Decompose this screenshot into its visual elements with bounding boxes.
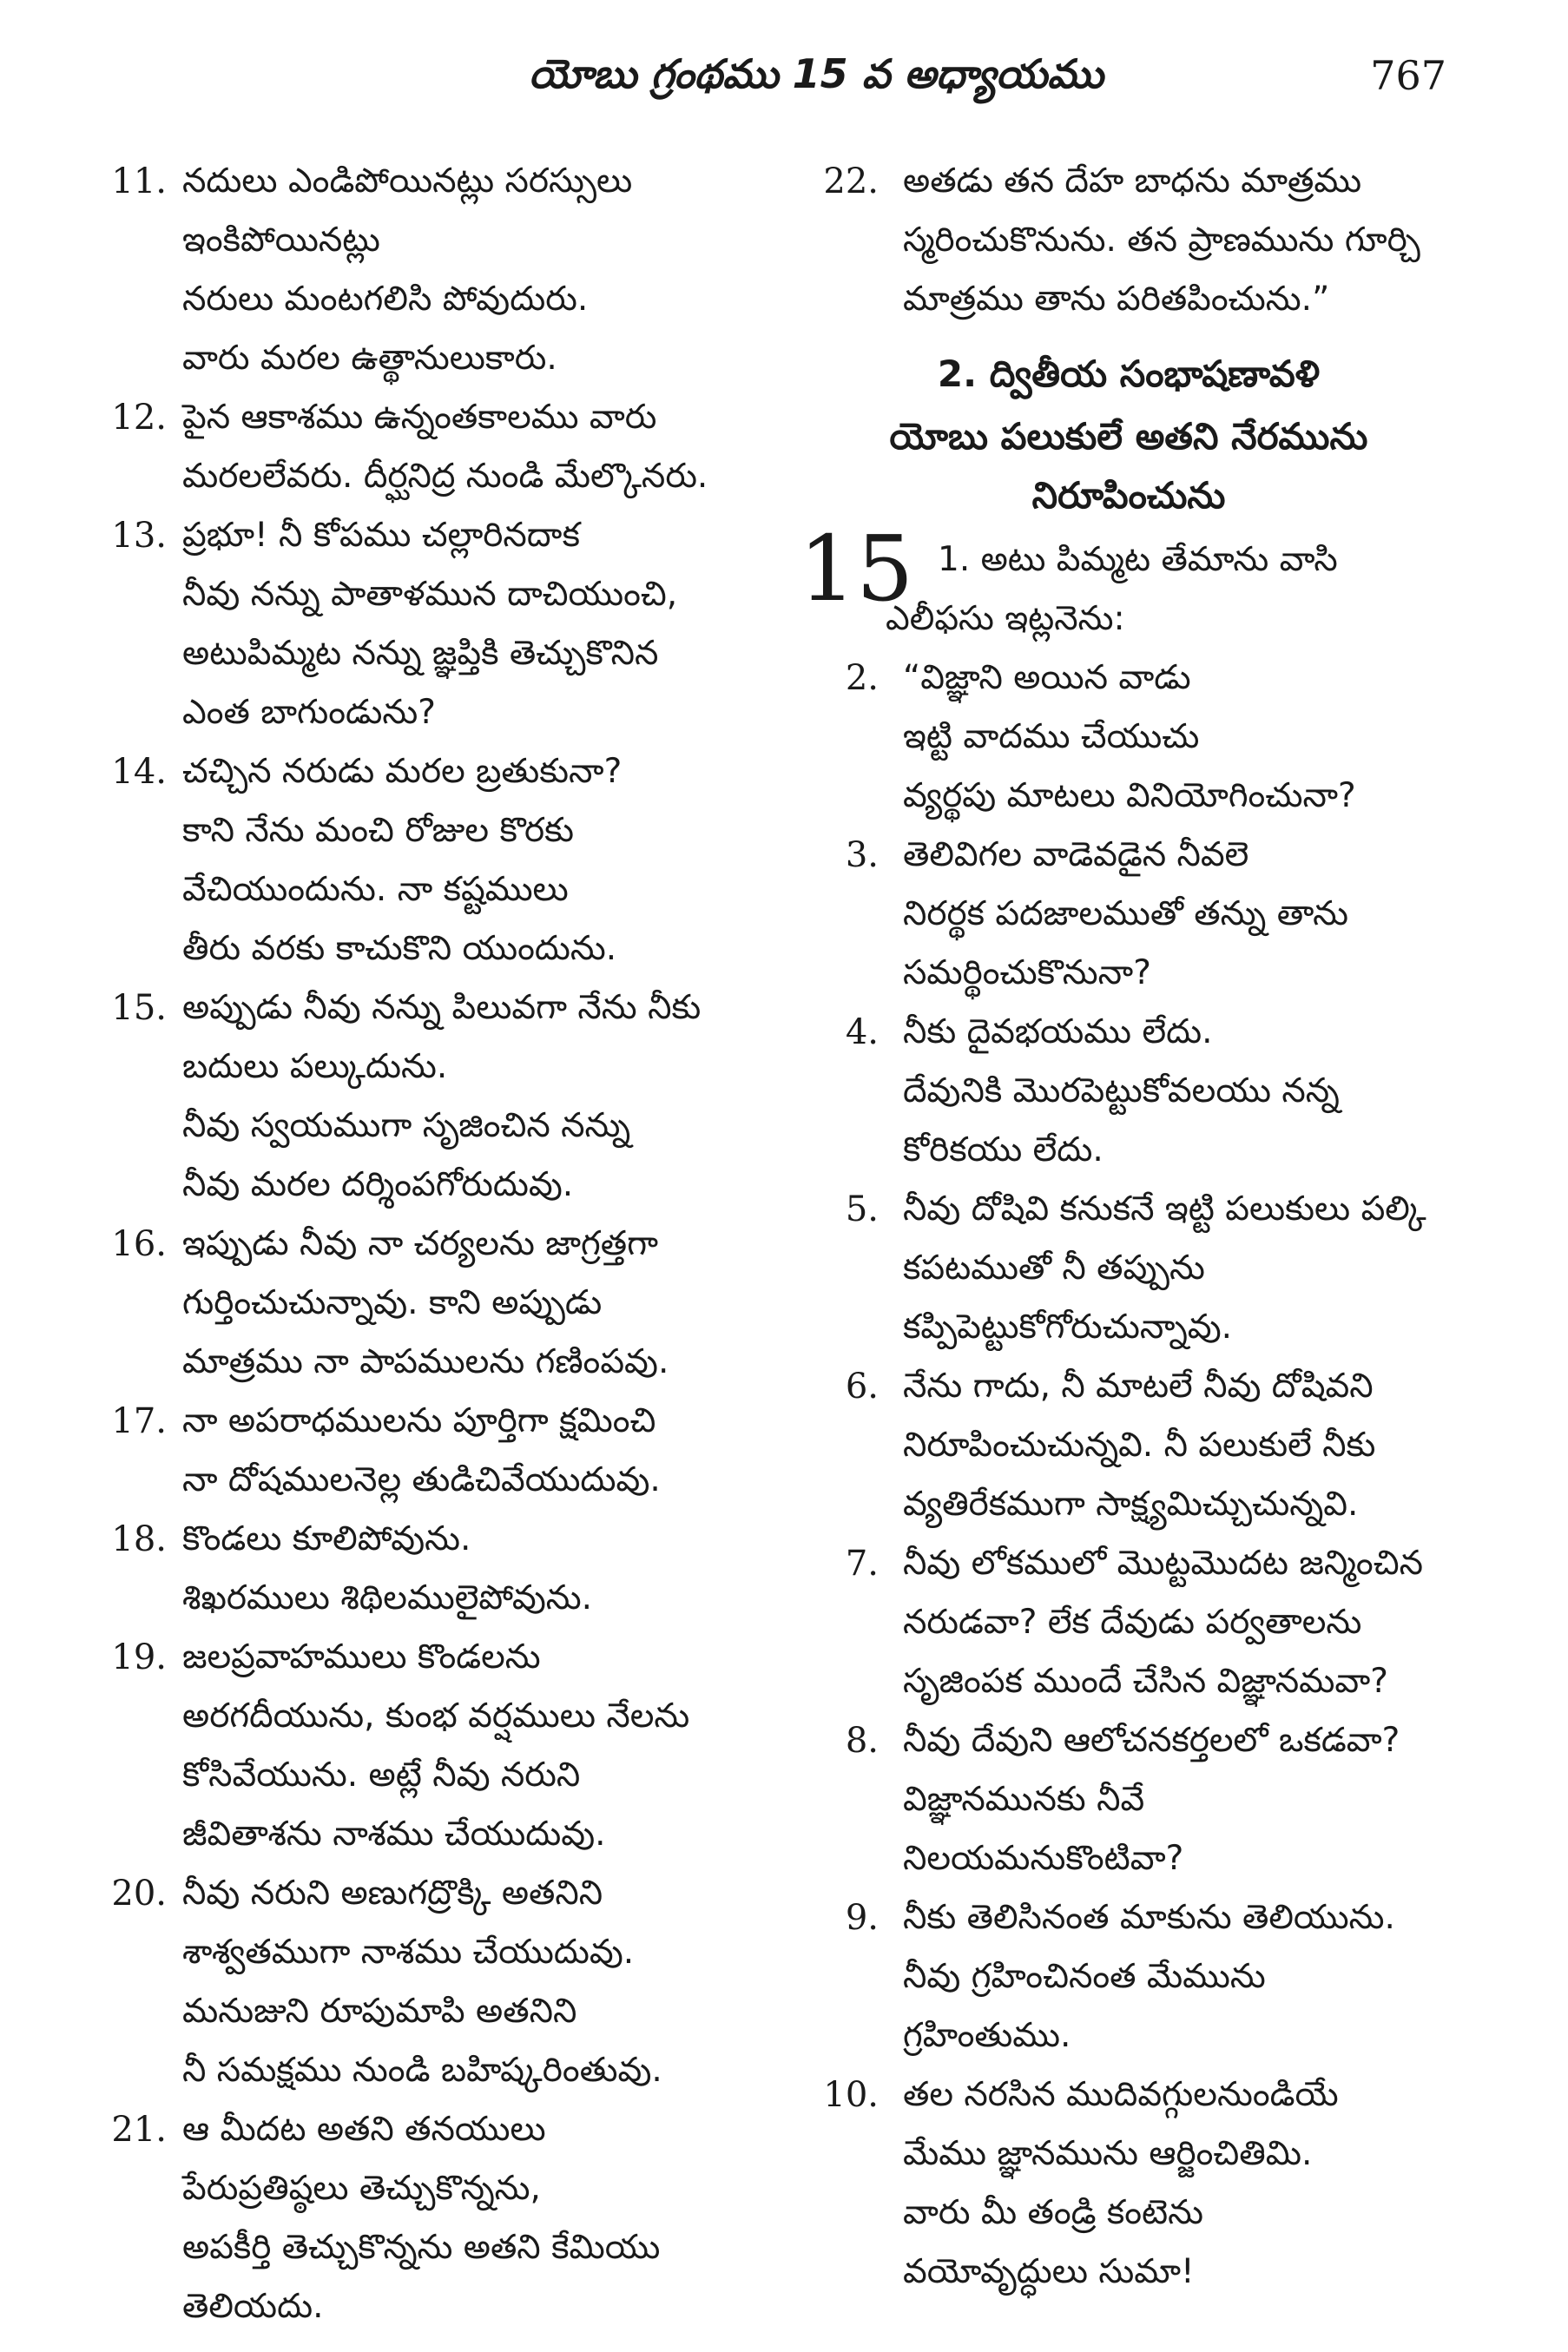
section-subtitle: యోబు పలుకులే అతని నేరమును <box>889 415 1368 458</box>
verse-line: ప్రభూ! నీ కోపము చల్లారినదాక <box>182 516 580 555</box>
verse-line: వయోవృద్ధులు సుమా! <box>903 2252 1195 2291</box>
verse-line: శాశ్వతముగా నాశము చేయుదువు. <box>182 1933 635 1972</box>
chapter-number: 15 <box>799 516 914 622</box>
verse <box>87 1628 764 1864</box>
verse-number: 4. <box>845 1012 879 1052</box>
verse-line: గుర్తించుచున్నావు. కాని అప్పుడు <box>182 1283 603 1322</box>
right-verse-list <box>799 649 1459 2302</box>
verse <box>87 978 764 1215</box>
verse-line: స్మరించుకొనును. తన ప్రాణమును గూర్చి <box>903 221 1420 260</box>
verse-number: 11. <box>111 161 167 201</box>
verse-line: వారు మీ తండ్రి కంటెను <box>903 2193 1204 2232</box>
verse <box>87 742 764 978</box>
verse <box>87 2100 764 2336</box>
verse <box>87 388 764 506</box>
verse-number: 15. <box>111 988 167 1028</box>
verse-number: 22. <box>823 161 879 201</box>
verse-line: కప్పిపెట్టుకోగోరుచున్నావు. <box>903 1308 1233 1347</box>
verse-number: 14. <box>111 752 167 792</box>
verse-line: అతడు తన దేహ బాధను మాత్రము <box>903 161 1362 201</box>
verse-line: నరుడవా? లేక దేవుడు పర్వతాలను <box>903 1603 1362 1642</box>
verse-line: నీవు దేవుని ఆలోచనకర్తలలో ఒకడవా? <box>903 1721 1400 1760</box>
verse-line: తల నరసిన ముదివగ్గులనుండియే <box>903 2075 1339 2114</box>
page-header <box>0 42 1568 111</box>
verse <box>799 1888 1459 2065</box>
verse-line: ఇంకిపోయినట్లు <box>182 221 380 260</box>
verse-number: 10. <box>823 2075 879 2115</box>
verse-line: అప్పుడు నీవు నన్ను పిలువగా నేను నీకు <box>182 988 702 1027</box>
verse-line: 1. అటు పిమ్మట తేమాను వాసి <box>938 540 1338 579</box>
verse-line: మనుజుని రూపుమాపి అతనిని <box>182 1992 577 2031</box>
verse <box>87 1864 764 2100</box>
verse-number: 16. <box>111 1224 167 1264</box>
verse-line: వ్యర్థపు మాటలు వినియోగించునా? <box>903 776 1356 815</box>
verse-number: 21. <box>111 2110 167 2150</box>
verse-line: పైన ఆకాశము ఉన్నంతకాలము వారు <box>182 398 657 437</box>
verse-line: కొండలు కూలిపోవును. <box>182 1519 471 1558</box>
verse-line: నిలయమనుకొంటివా? <box>903 1839 1184 1878</box>
verse-line: జీవితాశను నాశము చేయుదువు. <box>182 1815 606 1854</box>
verse-line: అటుపిమ్మట నన్ను జ్ఞప్తికి తెచ్చుకొనిన <box>182 634 659 673</box>
verse-line: మేము జ్ఞానమును ఆర్జించితిమి. <box>903 2134 1313 2173</box>
verse-line: తీరు వరకు కాచుకొని యుందును. <box>182 929 617 968</box>
verse-line: విజ్ఞానమునకు నీవే <box>903 1780 1145 1819</box>
verse-line: కోసివేయును. అట్లే నీవు నరుని <box>182 1756 581 1795</box>
verse-line: చచ్చిన నరుడు మరల బ్రతుకునా? <box>182 752 623 791</box>
verse-number: 13. <box>111 516 167 556</box>
verse-line: ఎలీఫసు ఇట్లనెను: <box>886 599 1125 638</box>
verse <box>799 152 1459 329</box>
verse-number: 2. <box>845 658 879 698</box>
verse-number: 12. <box>111 398 167 438</box>
verse-number: 9. <box>845 1898 879 1938</box>
verse-number: 18. <box>111 1519 167 1559</box>
verse <box>799 649 1459 826</box>
verse-line: గ్రహింతుము. <box>903 2016 1071 2055</box>
verse-number: 17. <box>111 1401 167 1441</box>
verse-number: 5. <box>845 1189 879 1229</box>
verse-line: సృజింపక ముందే చేసిన విజ్ఞానమవా? <box>903 1662 1389 1701</box>
verse <box>87 152 764 388</box>
verse-line: నీవు లోకములో మొట్టమొదట జన్మించిన <box>903 1544 1423 1583</box>
verse <box>87 1392 764 1510</box>
verse <box>87 1510 764 1628</box>
verse <box>799 826 1459 1003</box>
verse-number: 7. <box>845 1544 879 1584</box>
verse-line: నా దోషములనెల్ల తుడిచివేయుదువు. <box>182 1460 661 1499</box>
verse-line: ఎంత బాగుండును? <box>182 693 436 732</box>
verse-line: నీవు స్వయముగా సృజించిన నన్ను <box>182 1106 631 1145</box>
verse <box>799 1180 1459 1357</box>
verse-line: మరలలేవరు. దీర్ఘనిద్ర నుండి మేల్కొనరు. <box>182 457 708 496</box>
verse-line: అపకీర్తి తెచ్చుకొన్నను అతని కేమియు <box>182 2228 661 2267</box>
chapter-opening <box>799 516 1459 649</box>
verse-line: ఆ మీదట అతని తనయులు <box>182 2110 546 2149</box>
verse-line: సమర్థించుకొనునా? <box>903 953 1151 992</box>
page-number: 767 <box>1370 52 1446 99</box>
right-column <box>799 152 1459 2302</box>
verse <box>799 1711 1459 1888</box>
verse-line: శిఖరములు శిథిలములైపోవును. <box>182 1578 593 1617</box>
verse-number: 19. <box>111 1637 167 1677</box>
running-title: యోబు గ్రంథము 15 వ అధ్యాయము <box>529 50 1104 97</box>
verse-line: నీవు నన్ను పాతాళమున దాచియుంచి, <box>182 575 678 614</box>
verse-line: వ్యతిరేకముగా సాక్ష్యమిచ్చుచున్నవి. <box>903 1485 1359 1524</box>
verse <box>87 1215 764 1392</box>
verse-line: తెలియదు. <box>182 2287 324 2326</box>
verse-line: వేచియుందును. నా కష్టములు <box>182 870 569 909</box>
verse-line: నా అపరాధములను పూర్తిగా క్షమించి <box>182 1401 656 1440</box>
section-title: 2. ద్వితీయ సంభాషణావళి <box>937 352 1321 395</box>
verse-line: అరగదీయును, కుంభ వర్షములు నేలను <box>182 1696 690 1736</box>
verse-line: నిరూపించుచున్నవి. నీ పలుకులే నీకు <box>903 1426 1376 1465</box>
verse <box>799 2065 1459 2302</box>
verse-number: 3. <box>845 835 879 875</box>
verse-number: 8. <box>845 1721 879 1761</box>
verse-line: నీ సమక్షము నుండి బహిష్కరింతువు. <box>182 2051 662 2090</box>
section-subtitle: నిరూపించును <box>1031 474 1226 517</box>
verse <box>799 1003 1459 1180</box>
verse <box>799 1534 1459 1711</box>
verse-line: నీవు దోషివి కనుకనే ఇట్టి పలుకులు పల్కి <box>903 1189 1426 1229</box>
verse-line: జలప్రవాహములు కొండలను <box>182 1637 541 1677</box>
verse-line: తెలివిగల వాడెవడైన నీవలె <box>903 835 1249 874</box>
verse-line: మాత్రము తాను పరితపించును.” <box>903 280 1330 319</box>
verse-line: దేవునికి మొరపెట్టుకోవలయు నన్న <box>903 1071 1340 1110</box>
verse-line: నదులు ఎండిపోయినట్లు సరస్సులు <box>182 161 633 201</box>
left-column <box>87 152 764 2336</box>
verse-line: నీవు మరల దర్శింపగోరుదువు. <box>182 1165 574 1204</box>
verse-line: కపటముతో నీ తప్పును <box>903 1248 1205 1288</box>
verse-line: నిరర్థక పదజాలముతో తన్ను తాను <box>903 894 1348 933</box>
verse-line: నీకు దైవభయము లేదు. <box>903 1012 1213 1051</box>
verse-line: నరులు మంటగలిసి పోవుదురు. <box>182 280 589 319</box>
verse-line: నీవు నరుని అణుగద్రొక్కి అతనిని <box>182 1874 603 1913</box>
verse-line: కోరికయు లేదు. <box>903 1130 1104 1169</box>
verse-line: మాత్రము నా పాపములను గణింపవు. <box>182 1342 669 1381</box>
verse-line: ఇప్పుడు నీవు నా చర్యలను జాగ్రత్తగా <box>182 1224 659 1263</box>
verse <box>799 1357 1459 1534</box>
verse-line: నేను గాదు, నీ మాటలే నీవు దోషివని <box>903 1367 1374 1406</box>
verse <box>87 506 764 742</box>
verse-line: పేరుప్రతిష్ఠలు తెచ్చుకొన్నను, <box>182 2169 541 2208</box>
verse-line: నీకు తెలిసినంత మాకును తెలియును. <box>903 1898 1395 1937</box>
verse-line: ఇట్టి వాదము చేయుచు <box>903 717 1200 756</box>
verse-line: బదులు పల్కుదును. <box>182 1047 448 1086</box>
verse-line: వారు మరల ఉత్థానులుకారు. <box>182 339 557 378</box>
verse-line: నీవు గ్రహించినంత మేమును <box>903 1957 1266 1996</box>
verse-number: 6. <box>845 1367 879 1407</box>
verse-line: కాని నేను మంచి రోజుల కొరకు <box>182 811 575 850</box>
verse-line: “విజ్ఞాని అయిన వాడు <box>903 658 1191 697</box>
verse-number: 20. <box>111 1874 167 1914</box>
